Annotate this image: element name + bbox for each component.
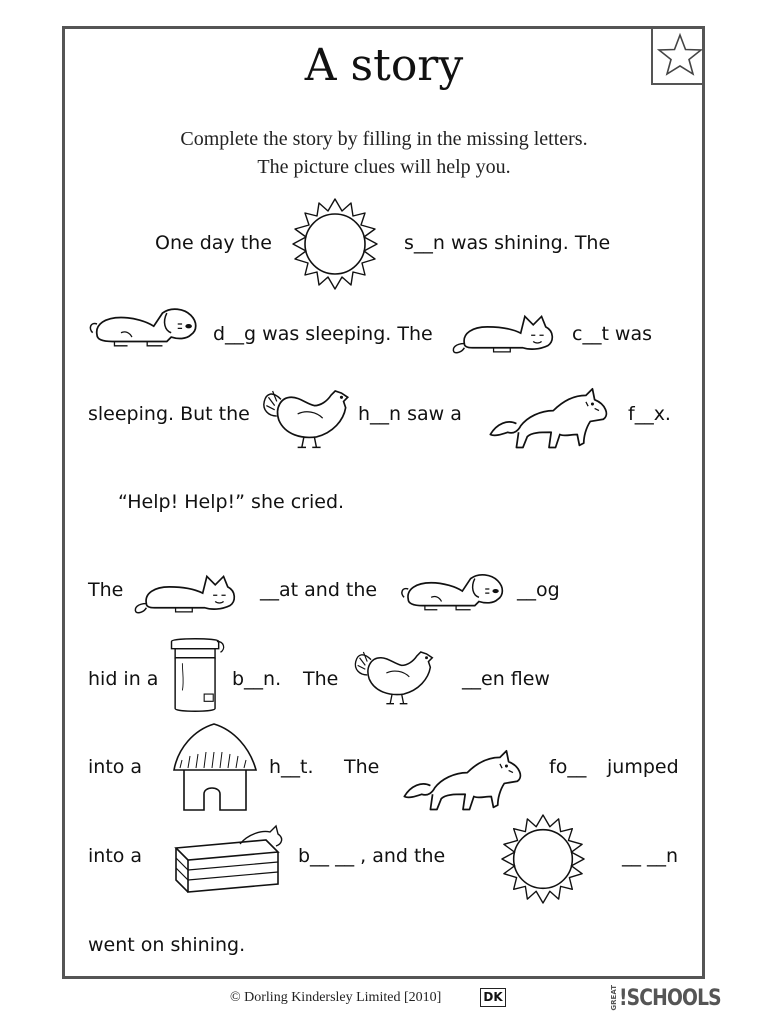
fox-icon [400, 740, 526, 816]
story-line-6-end: __en flew [462, 668, 550, 690]
dog-icon [90, 300, 200, 348]
story-line-8-end: __ __n [622, 845, 679, 867]
story-line-8-start: into a [88, 845, 143, 867]
story-line-3-middle: h__n saw a [358, 403, 462, 425]
dog-icon [402, 564, 506, 614]
story-line-7-fox: fo__ [549, 756, 587, 778]
story-line-8-middle: b__ __ , and the [298, 845, 446, 867]
dk-logo: DK [480, 988, 506, 1007]
story-line-2-start: d__g was sleeping. The [213, 323, 433, 345]
instructions-line-2: The picture clues will help you. [257, 156, 511, 178]
cat-icon [450, 306, 558, 354]
story-line-6-word: b__n. [232, 668, 282, 690]
cat-icon [130, 566, 242, 614]
instructions-line-1: Complete the story by filling in the missing letters. [180, 128, 588, 150]
story-line-1-end: s__n was shining. The [404, 232, 611, 254]
greatschools-logo [610, 984, 739, 1012]
sun-icon [494, 815, 592, 903]
greatschools-logo-small: GREAT [610, 985, 618, 1011]
fox-icon [486, 378, 612, 454]
page-title: A story [304, 40, 464, 91]
story-line-1-start: One day the [155, 232, 272, 254]
story-line-2-end: c__t was [572, 323, 653, 345]
copyright-text: © Dorling Kindersley Limited [2010] [230, 990, 442, 1005]
hen-icon [258, 378, 354, 452]
story-line-9: went on shining. [88, 934, 246, 956]
story-line-4: “Help! Help!” she cried. [118, 491, 345, 513]
story-line-5-middle: __at and the [260, 579, 378, 601]
story-line-7-end: jumped [607, 756, 679, 778]
hut-icon [170, 720, 260, 814]
story-line-6-start: hid in a [88, 668, 159, 690]
story-line-5-end: __og [517, 579, 560, 601]
story-line-7-the: The [344, 756, 380, 778]
story-line-3-start: sleeping. But the [88, 403, 250, 425]
jar-icon [166, 636, 226, 714]
story-line-7-word: h__t. [269, 756, 314, 778]
hen-icon [350, 640, 438, 708]
story-line-5-start: The [88, 579, 124, 601]
box-icon [170, 826, 284, 892]
story-line-6-the: The [303, 668, 339, 690]
story-line-7-start: into a [88, 756, 143, 778]
greatschools-logo-large: !SCHOOLS [619, 985, 721, 1011]
story-line-3-end: f__x. [628, 403, 671, 425]
sun-icon [285, 199, 385, 289]
